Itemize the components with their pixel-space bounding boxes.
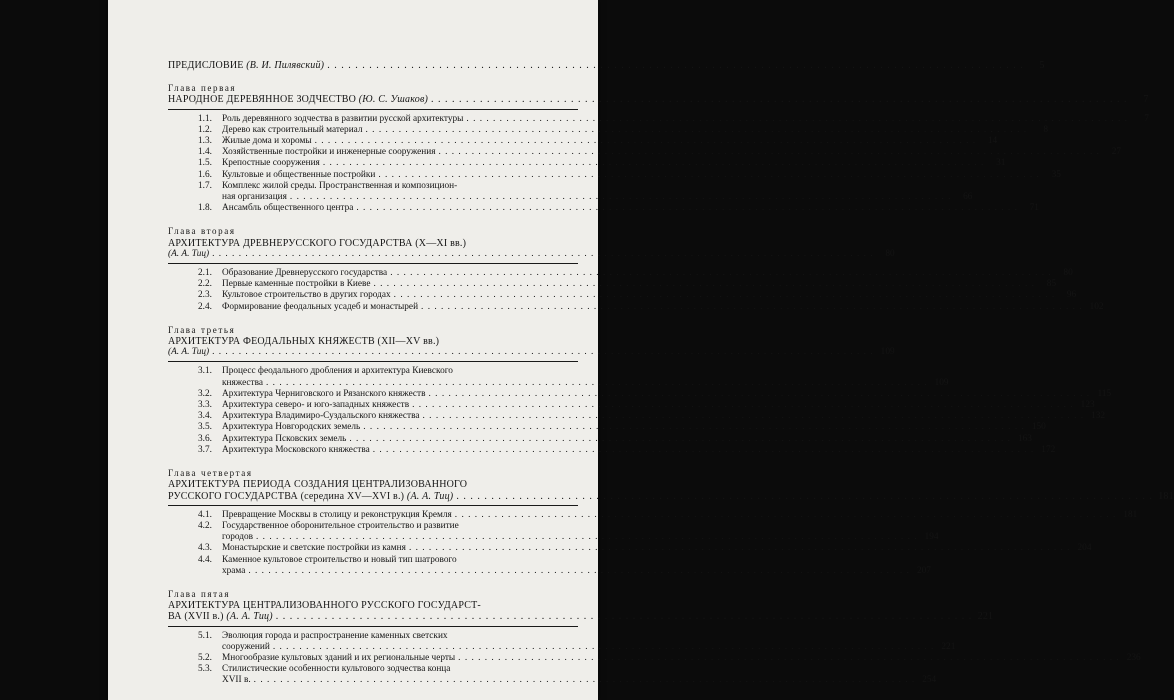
section-entry — [198, 124, 1049, 136]
section-title: Многообразие культовых зданий и их региональные черты — [222, 652, 456, 663]
section-page: 123 — [1080, 400, 1095, 411]
section-body — [222, 170, 1061, 181]
section-title: Культовые и общественные постройки — [222, 169, 376, 180]
section-title: Дерево как строительный материал — [222, 124, 363, 135]
section-title: Хозяйственные постройки и инженерные сооружения — [222, 147, 436, 158]
section-line — [222, 389, 1111, 400]
section-page: 172 — [1041, 444, 1056, 455]
section-number: 5.1. — [198, 630, 212, 641]
chapter-rule — [168, 263, 578, 264]
dot-leader — [409, 543, 1071, 554]
section-body — [222, 158, 1005, 169]
dot-leader — [366, 125, 1028, 136]
section-page: 207 — [916, 565, 931, 576]
section-number: 2.1. — [198, 268, 212, 279]
section-entry — [198, 422, 1046, 433]
dot-leader — [456, 491, 1153, 502]
dot-leader — [423, 411, 1085, 422]
section-number: 3.5. — [198, 422, 212, 433]
section-title: Комплекс жилой среды. Пространственная и композицион- — [222, 180, 458, 191]
section-entry — [198, 301, 1104, 313]
section-title: Государственное оборонительное строительство и развитие — [222, 520, 459, 531]
section-line — [222, 192, 972, 203]
dot-leader — [455, 510, 1117, 521]
section-line — [222, 158, 1005, 169]
section-number: 3.3. — [198, 400, 212, 411]
section-page: 109 — [934, 377, 949, 388]
section-number: 3.1. — [198, 366, 212, 377]
section-line — [222, 136, 997, 147]
section-line — [222, 302, 1104, 313]
chapter-title-line — [168, 490, 1174, 502]
section-title: княжества — [222, 377, 264, 388]
section-line — [222, 290, 1076, 301]
section-title: сооружений — [222, 641, 270, 652]
chapter-title-line — [168, 611, 994, 623]
chapter-author: (А. А. Тиц) — [168, 347, 210, 358]
section-page: 80 — [1063, 268, 1073, 279]
section-entry — [198, 652, 1141, 664]
section-title: Архитектура Псковских земель — [222, 433, 347, 444]
section-number: 1.1. — [198, 113, 212, 124]
section-entry — [198, 279, 1056, 290]
dot-leader — [431, 94, 1128, 105]
section-number: 1.5. — [198, 158, 212, 169]
section-page: 181 — [1123, 509, 1138, 520]
chapter-author-line — [168, 248, 895, 260]
dot-leader — [458, 653, 1120, 664]
section-line — [222, 279, 1056, 290]
section-body — [222, 653, 1141, 664]
dot-leader — [438, 147, 1100, 158]
section-line — [222, 543, 1091, 554]
preface-title: ПРЕДИСЛОВИЕ — [168, 60, 244, 71]
section-page: 31 — [996, 158, 1006, 169]
section-number: 5.2. — [198, 652, 212, 663]
section-title: XVII в. — [222, 675, 251, 686]
section-entry — [198, 147, 1122, 158]
chapter-label: Глава четвертая — [168, 468, 253, 479]
section-title: Жилые дома и хоромы — [222, 136, 312, 147]
section-number: 3.2. — [198, 388, 212, 399]
section-entry — [198, 268, 1073, 279]
section-number: 3.7. — [198, 444, 212, 455]
dot-leader — [323, 158, 985, 169]
dot-leader — [421, 302, 1083, 313]
section-title: Эволюция города и распространение каменных светских — [222, 630, 448, 641]
section-number: 5.3. — [198, 664, 212, 675]
dot-leader — [273, 642, 935, 653]
section-line — [222, 378, 949, 389]
section-page: 194 — [924, 532, 939, 543]
section-page: 27 — [1111, 147, 1122, 158]
section-body — [222, 434, 1032, 445]
section-entry — [198, 366, 949, 388]
section-body — [222, 279, 1056, 290]
chapter-page: 7 — [1143, 94, 1149, 106]
section-entry — [198, 203, 1039, 214]
section-entry — [198, 433, 1032, 445]
section-title: Архитектура Московского княжества — [222, 444, 370, 455]
section-number: 2.3. — [198, 290, 212, 301]
dot-leader — [378, 170, 1040, 181]
section-page: 115 — [1097, 388, 1112, 399]
section-line — [222, 434, 1032, 445]
section-body — [222, 664, 936, 686]
section-body — [222, 125, 1048, 136]
section-page: 14 — [987, 136, 998, 147]
dot-leader — [254, 675, 916, 686]
chapter-block — [168, 94, 1149, 214]
chapter-block — [168, 600, 1141, 686]
dot-leader — [276, 611, 973, 622]
section-title: Первые каменные постройки в Киеве — [222, 279, 371, 290]
book-page — [108, 0, 1174, 700]
chapter-rule — [168, 361, 578, 362]
section-number: 1.7. — [198, 180, 212, 191]
section-title: Роль деревянного зодчества в развитии русской архитектуры — [222, 113, 464, 124]
dot-leader — [349, 434, 1011, 445]
chapter-label: Глава третья — [168, 324, 236, 335]
dot-leader — [356, 203, 1018, 214]
chapter-block — [168, 237, 1104, 313]
dot-leader — [390, 268, 1052, 279]
chapter-page: 181 — [1158, 490, 1174, 502]
section-body — [222, 290, 1076, 301]
preface-entry — [168, 60, 1045, 71]
section-title: Архитектура Новгородских земель — [222, 422, 361, 433]
dot-leader — [363, 422, 1025, 433]
section-line — [222, 411, 1105, 422]
section-entry — [198, 554, 931, 577]
section-line — [222, 170, 1061, 181]
section-body — [222, 147, 1121, 158]
section-number: 1.8. — [198, 203, 212, 214]
section-number: 1.3. — [198, 136, 212, 147]
section-body — [222, 543, 1091, 554]
section-line — [222, 675, 936, 686]
section-number: 1.6. — [198, 169, 212, 180]
section-line — [222, 400, 1095, 411]
section-title: Монастырские и светские постройки из камня — [222, 543, 406, 554]
section-page: 254 — [922, 675, 937, 686]
chapter-page: 221 — [977, 611, 994, 623]
section-body — [222, 510, 1137, 521]
dot-leader — [315, 136, 977, 147]
section-entry — [198, 113, 1149, 125]
section-entry — [198, 630, 956, 653]
preface-page: 5 — [1039, 60, 1045, 71]
section-body — [222, 302, 1104, 313]
dot-leader — [466, 114, 1128, 125]
section-line — [222, 532, 939, 543]
section-title: Формирование феодальных усадеб и монастырей — [222, 301, 419, 312]
section-page: 163 — [1017, 433, 1032, 444]
table-of-contents — [168, 60, 1174, 687]
chapter-rule — [168, 109, 578, 110]
section-line — [222, 445, 1055, 456]
section-entry — [198, 664, 937, 686]
chapter-author: (А. А. Тиц) — [404, 490, 454, 502]
section-entry — [198, 520, 939, 543]
section-number: 2.2. — [198, 279, 212, 290]
section-page: 66 — [963, 192, 973, 203]
section-number: 1.4. — [198, 147, 212, 158]
section-page: 7 — [1144, 113, 1149, 124]
chapter-author-line — [168, 347, 895, 358]
chapter-rule — [168, 626, 578, 627]
chapter-title: РУССКОГО ГОСУДАРСТВА (середина XV—XVI в.) — [168, 490, 405, 502]
section-entry — [198, 444, 1056, 456]
section-body — [222, 555, 931, 577]
chapter-title: АРХИТЕКТУРА ФЕОДАЛЬНЫХ КНЯЖЕСТВ (XII—XV вв.) — [168, 336, 440, 348]
section-title: Процесс феодального дробления и архитектура Киевского — [222, 366, 453, 377]
chapter-page: 109 — [880, 347, 895, 358]
section-title: Каменное культовое строительство и новый тип шатрового — [222, 554, 457, 565]
section-page: 35 — [1051, 169, 1061, 180]
dot-leader — [412, 400, 1074, 411]
section-number: 4.3. — [198, 543, 212, 554]
section-title: храма — [222, 565, 246, 576]
section-page: 71 — [1029, 203, 1039, 214]
chapter-label: Глава пятая — [168, 588, 231, 599]
section-entry — [198, 180, 973, 203]
section-page: 96 — [1066, 290, 1077, 301]
section-body — [222, 631, 955, 653]
section-entry — [198, 509, 1138, 521]
chapter-title: АРХИТЕКТУРА ЦЕНТРАЛИЗОВАННОГО РУССКОГО ГОСУДАРСТ- — [168, 600, 481, 612]
section-line — [222, 203, 1039, 214]
section-title: Образование Древнерусского государства — [222, 268, 388, 279]
dot-leader — [248, 566, 910, 577]
dot-leader — [290, 192, 952, 203]
section-line — [222, 642, 955, 653]
section-title: городов — [222, 532, 254, 543]
section-entry — [198, 158, 1006, 169]
dot-leader — [212, 249, 874, 260]
section-number: 2.4. — [198, 301, 212, 312]
section-title: Стилистические особенности культового зодчества конца — [222, 664, 451, 675]
section-entry — [198, 136, 998, 147]
chapter-label: Глава первая — [168, 83, 237, 94]
dot-leader — [327, 60, 1024, 71]
chapter-label: Глава вторая — [168, 226, 236, 237]
chapter-title: ВА (XVII в.) — [168, 611, 224, 623]
section-body — [222, 114, 1149, 125]
chapter-author: (А. А. Тиц) — [168, 248, 210, 259]
section-page: 102 — [1089, 301, 1104, 312]
section-body — [222, 389, 1111, 400]
section-number: 4.1. — [198, 509, 212, 520]
section-number: 1.2. — [198, 124, 212, 135]
section-body — [222, 268, 1073, 279]
section-body — [222, 136, 997, 147]
section-body — [222, 366, 949, 388]
section-line — [222, 566, 931, 577]
chapter-block — [168, 336, 1112, 456]
section-title: Крепостные сооружения — [222, 158, 320, 169]
section-title: Превращение Москвы в столицу и реконструкция Кремля — [222, 509, 452, 520]
section-title: Архитектура северо- и юго-западных княжеств — [222, 400, 410, 411]
chapter-page: 80 — [885, 248, 895, 259]
section-page: 132 — [1091, 411, 1106, 422]
chapter-title: АРХИТЕКТУРА ПЕРИОДА СОЗДАНИЯ ЦЕНТРАЛИЗОВАННОГО — [168, 479, 468, 491]
section-page: 85 — [1046, 279, 1056, 290]
chapter-rule — [168, 505, 578, 506]
section-title: Архитектура Владимиро-Суздальского княжества — [222, 411, 420, 422]
chapter-author: (А. А. Тиц) — [223, 611, 273, 623]
chapter-title-line — [168, 94, 1149, 106]
preface-author: (В. И. Пилявский) — [243, 60, 325, 71]
dot-leader — [266, 378, 928, 389]
dot-leader — [373, 445, 1035, 456]
section-line — [222, 125, 1048, 136]
section-line — [222, 268, 1073, 279]
section-entry — [198, 543, 1092, 554]
dot-leader — [394, 290, 1056, 301]
dot-leader — [373, 279, 1035, 290]
chapter-title: НАРОДНОЕ ДЕРЕВЯННОЕ ЗОДЧЕСТВО — [168, 94, 357, 106]
section-entry — [198, 169, 1061, 181]
section-entry — [198, 290, 1077, 301]
section-title: ная организация — [222, 192, 287, 203]
section-body — [222, 203, 1039, 214]
section-line — [222, 147, 1121, 158]
section-page: 236 — [1126, 652, 1141, 663]
section-title: Архитектура Черниговского и Рязанского княжеств — [222, 388, 426, 399]
section-title: Культовое строительство в других городах — [222, 290, 391, 301]
section-line — [222, 653, 1141, 664]
section-title: Ансамбль общественного центра — [222, 203, 354, 214]
section-line — [222, 510, 1137, 521]
section-body — [222, 422, 1046, 433]
chapter-author: (Ю. С. Ушаков) — [356, 94, 429, 106]
dot-leader — [212, 347, 874, 358]
section-line — [222, 422, 1046, 433]
section-number: 3.4. — [198, 411, 212, 422]
chapter-block — [168, 479, 1174, 577]
chapter-title: АРХИТЕКТУРА ДРЕВНЕРУССКОГО ГОСУДАРСТВА (X—XI вв.) — [168, 237, 467, 249]
section-page: 8 — [1043, 124, 1049, 135]
section-number: 3.6. — [198, 433, 212, 444]
section-entry — [198, 388, 1112, 400]
section-entry — [198, 411, 1106, 422]
section-number: 4.2. — [198, 520, 212, 531]
dot-leader — [256, 532, 918, 543]
section-number: 4.4. — [198, 554, 212, 565]
section-page: 150 — [1031, 422, 1046, 433]
dot-leader — [429, 389, 1091, 400]
section-body — [222, 181, 972, 203]
section-page: 221 — [941, 641, 956, 652]
section-body — [222, 445, 1055, 456]
section-page: 204 — [1077, 543, 1092, 554]
section-body — [222, 521, 939, 543]
section-body — [222, 400, 1095, 411]
section-line — [222, 114, 1149, 125]
section-entry — [198, 400, 1095, 411]
section-body — [222, 411, 1105, 422]
